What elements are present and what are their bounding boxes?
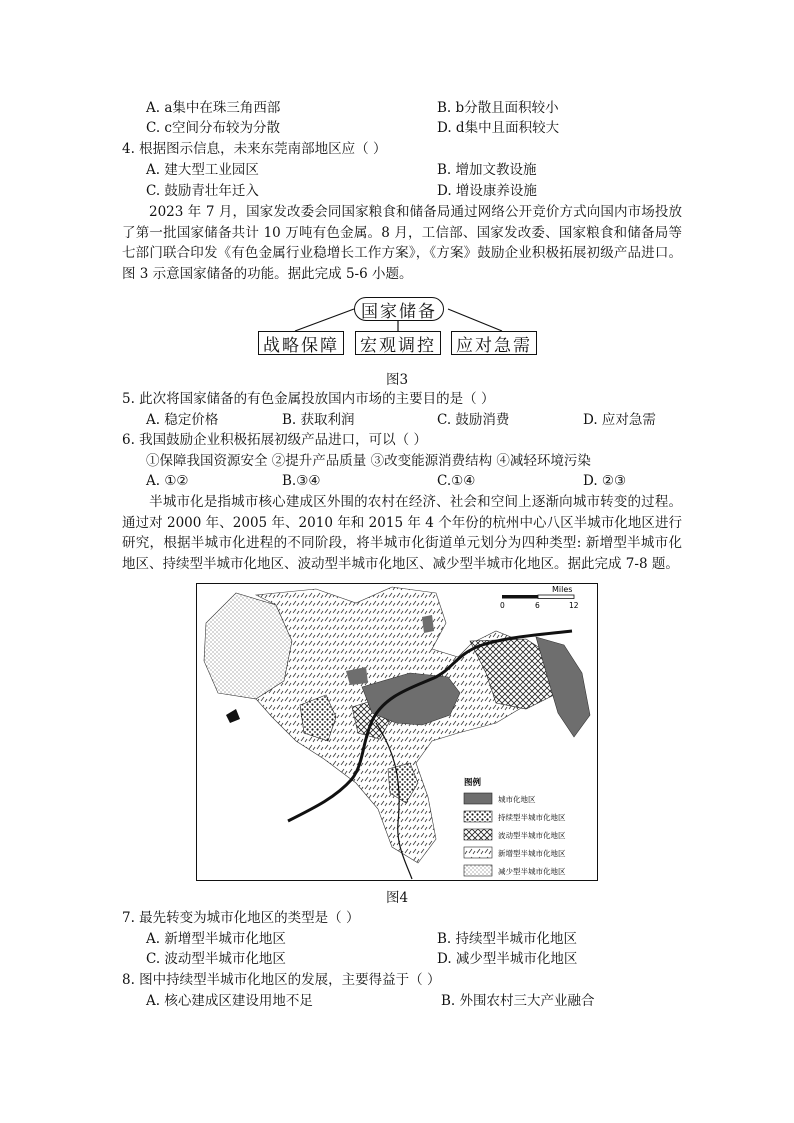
q8-stem: 8. 图中持续型半城市化地区的发展，主要得益于（ ） xyxy=(122,972,441,988)
q3-option-b: B. b分散且面积较小 xyxy=(437,100,559,116)
fig3-node-macro: 宏观调控 xyxy=(355,331,441,355)
q7-option-d: D. 减少型半城市化地区 xyxy=(437,951,578,967)
q3-option-c: C. c空间分布较为分散 xyxy=(146,120,280,136)
q8-option-b: B. 外围农村三大产业融合 xyxy=(441,993,595,1009)
scale-unit: Miles xyxy=(552,585,573,594)
q5-option-a: A. 稳定价格 xyxy=(146,412,219,428)
q3-option-a: A. a集中在珠三角西部 xyxy=(146,100,281,116)
q4-option-a: A. 建大型工业园区 xyxy=(146,162,259,178)
q7-option-b: B. 持续型半城市化地区 xyxy=(437,931,578,947)
scale-tick-2: 12 xyxy=(569,601,579,610)
q7-option-c: C. 波动型半城市化地区 xyxy=(146,951,286,967)
q5-stem: 5. 此次将国家储备的有色金属投放国内市场的主要目的是（ ） xyxy=(122,391,495,407)
scale-tick-1: 6 xyxy=(535,601,540,610)
q5-option-b: B. 获取利润 xyxy=(282,412,355,428)
legend-urbanized: 城市化地区 xyxy=(498,795,536,804)
legend-new: 新增型半城市化地区 xyxy=(498,849,566,858)
q4-option-c: C. 鼓励青壮年迁入 xyxy=(146,183,259,199)
q5-option-c: C. 鼓励消费 xyxy=(437,412,510,428)
q6-stem: 6. 我国鼓励企业积极拓展初级产品进口，可以（ ） xyxy=(122,432,427,448)
fig4-caption: 图4 xyxy=(386,890,409,906)
q6-items: ①保障我国资源安全 ②提升产品质量 ③改变能源消费结构 ④减轻环境污染 xyxy=(146,453,591,469)
q6-option-a: A. ①② xyxy=(146,473,189,489)
q3-option-d: D. d集中且面积较大 xyxy=(437,120,560,136)
q6-option-d: D. ②③ xyxy=(583,473,627,489)
legend-decrease: 减少型半城市化地区 xyxy=(498,867,566,876)
q6-option-b: B.③④ xyxy=(282,473,321,489)
passage-2: 半城市化是指城市核心建成区外围的农村在经济、社会和空间上逐渐向城市转变的过程。通过对 2000 年、2005 年、2010 年和 2015 年 4 个年份的杭州中心八区半城市化地区进行研究，根据半城市化进程的不同阶段，将半城市化街道单元划分为四种类型: 新增型半城市化地区、持续型半城市化地区、波动型半城市化地区、减少型半城市化地区。据此完成 7-8 题。 xyxy=(122,494,682,572)
q6-option-c: C.①④ xyxy=(437,473,476,489)
q4-option-b: B. 增加文教设施 xyxy=(437,162,537,178)
q5-option-d: D. 应对急需 xyxy=(583,412,656,428)
fig3-caption: 图3 xyxy=(386,372,409,388)
q8-option-a: A. 核心建成区建设用地不足 xyxy=(146,993,313,1009)
fig4-map xyxy=(196,583,598,881)
q4-option-d: D. 增设康养设施 xyxy=(437,183,537,199)
fig3-node-emergency: 应对急需 xyxy=(451,331,537,355)
legend-fluctuating: 波动型半城市化地区 xyxy=(498,831,566,840)
passage-1: 2023 年 7 月，国家发改委会同国家粮食和储备局通过网络公开竞价方式向国内市场投放了第一批国家储备共计 10 万吨有色金属。8 月，工信部、国家发改委、国家粮食和储备局等七部门联合印发《有色金属行业稳增长工作方案》，《方案》鼓励企业积极拓展初级产品进口。图 3 示意国家储备的功能。据此完成 5-6 小题。 xyxy=(122,204,682,282)
q7-option-a: A. 新增型半城市化地区 xyxy=(146,931,286,947)
scale-tick-0: 0 xyxy=(500,601,505,610)
legend-continuous: 持续型半城市化地区 xyxy=(498,813,566,822)
map-legend xyxy=(460,773,596,879)
q4-stem: 4. 根据图示信息，未来东莞南部地区应（ ） xyxy=(122,141,387,157)
legend-title: 图例 xyxy=(464,778,482,788)
fig3-node-strategic: 战略保障 xyxy=(258,331,344,355)
q7-stem: 7. 最先转变为城市化地区的类型是（ ） xyxy=(122,910,360,926)
fig3-root-node: 国家储备 xyxy=(354,297,444,321)
